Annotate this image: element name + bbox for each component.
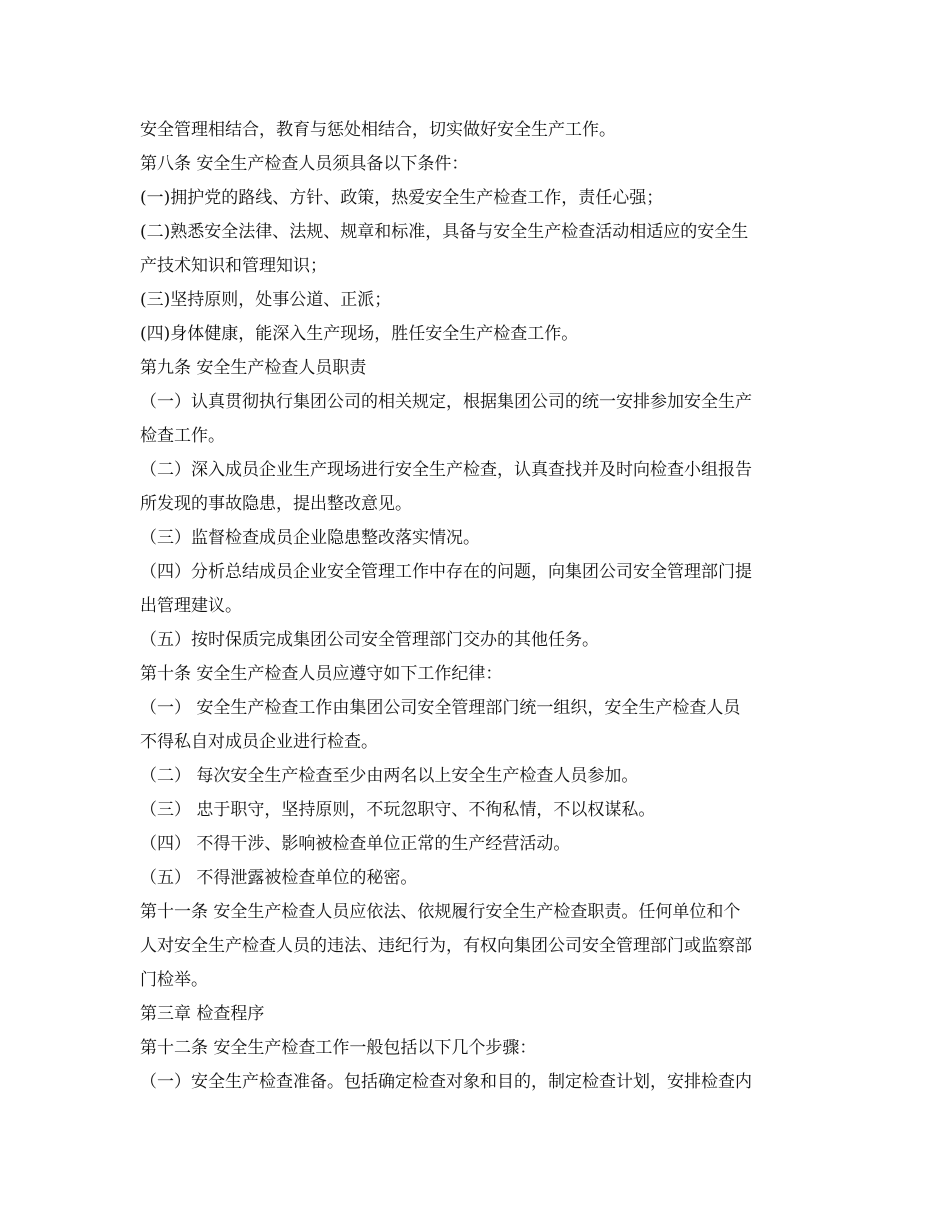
text-line: （四） 不得干涉、影响被检查单位正常的生产经营活动。: [140, 834, 571, 854]
text-line: 安全管理相结合，教育与惩处相结合，切实做好安全生产工作。: [140, 120, 616, 140]
text-line: （三）监督检查成员企业隐患整改落实情况。: [140, 528, 480, 548]
chapter-3-heading: 第三章 检查程序: [140, 1004, 265, 1024]
text-line: （二） 每次安全生产检查至少由两名以上安全生产检查人员参加。: [140, 766, 639, 786]
text-line: 所发现的事故隐患，提出整改意见。: [140, 494, 412, 514]
text-line: （三） 忠于职守，坚持原则，不玩忽职守、不徇私情，不以权谋私。: [140, 800, 656, 820]
text-line: （五）按时保质完成集团公司安全管理部门交办的其他任务。: [140, 630, 599, 650]
text-line: 人对安全生产检查人员的违法、违纪行为，有权向集团公司安全管理部门或监察部: [140, 936, 752, 956]
article-10-heading: 第十条 安全生产检查人员应遵守如下工作纪律：: [140, 664, 503, 684]
text-line: 不得私自对成员企业进行检查。: [140, 732, 378, 752]
text-line: (三)坚持原则，处事公道、正派；: [140, 290, 392, 310]
text-line: 门检举。: [140, 970, 208, 990]
document-body: [140, 113, 812, 1099]
text-line: (四)身体健康，能深入生产现场，胜任安全生产检查工作。: [140, 324, 579, 344]
text-line: (一)拥护党的路线、方针、政策，热爱安全生产检查工作，责任心强；: [140, 188, 664, 208]
text-line: （二）深入成员企业生产现场进行安全生产检查，认真查找并及时向检查小组报告: [140, 460, 752, 480]
text-line: （一）认真贯彻执行集团公司的相关规定，根据集团公司的统一安排参加安全生产: [140, 392, 752, 412]
article-11-heading: 第十一条 安全生产检查人员应依法、依规履行安全生产检查职责。任何单位和个: [140, 902, 741, 922]
article-12-heading: 第十二条 安全生产检查工作一般包括以下几个步骤：: [140, 1038, 537, 1058]
text-line: (二)熟悉安全法律、法规、规章和标准，具备与安全生产检查活动相适应的安全生: [140, 222, 749, 242]
text-line: （一）安全生产检查准备。包括确定检查对象和目的，制定检查计划，安排检查内: [140, 1072, 752, 1092]
text-line: 检查工作。: [140, 426, 225, 446]
text-line: （一） 安全生产检查工作由集团公司安全管理部门统一组织，安全生产检查人员: [140, 698, 741, 718]
article-8-heading: 第八条 安全生产检查人员须具备以下条件：: [140, 154, 469, 174]
text-line: 出管理建议。: [140, 596, 242, 616]
text-line: （五） 不得泄露被检查单位的秘密。: [140, 868, 418, 888]
text-line: （四）分析总结成员企业安全管理工作中存在的问题，向集团公司安全管理部门提: [140, 562, 752, 582]
text-line: 产技术知识和管理知识；: [140, 256, 327, 276]
article-9-heading: 第九条 安全生产检查人员职责: [140, 358, 367, 378]
